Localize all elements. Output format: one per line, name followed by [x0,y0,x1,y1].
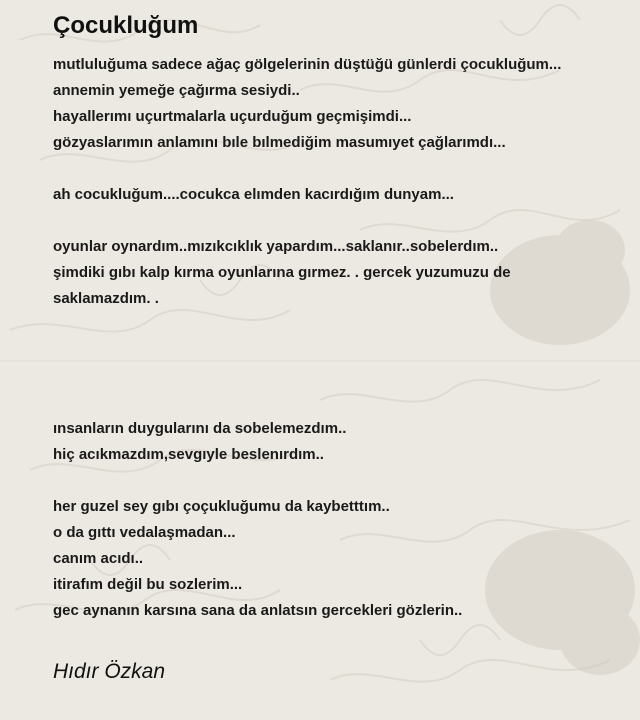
poem-line: ah cocukluğum....cocukca elımden kacırdığım dunyam... [53,186,454,203]
stanza-5 [53,494,613,624]
poem-line: mutluluğuma sadece ağaç gölgelerinin düştüğü günlerdi çocukluğum... [53,56,562,73]
poem-line: hayallerımı uçurtmalarla uçurduğum geçmişimdi... [53,108,412,125]
poem-author: Hıdır Özkan [53,660,166,683]
stanza-2 [53,182,613,208]
stanza-1 [53,52,613,156]
poem-body [53,52,613,650]
poem-line: canım acıdı.. [53,550,144,567]
poem-line: gözyaslarımın anlamını bıle bılmediğim masumıyet çağlarımdı... [53,134,506,151]
poem-line: annemin yemeğe çağırma sesiydi.. [53,82,300,99]
poem-line: ınsanların duygularını da sobelemezdım.. [53,420,347,437]
poem-line: saklamazdım. . [53,290,159,307]
poem-title: Çocukluğum [53,12,199,39]
stanza-4 [53,416,613,468]
poem-line: o da gıttı vedalaşmadan... [53,524,236,541]
poem-line: gec aynanın karsına sana da anlatsın gercekleri gözlerin.. [53,602,463,619]
stanza-3 [53,234,613,312]
poem-line: oyunlar oynardım..mızıkcıklık yapardım...saklanır..sobelerdım.. [53,238,499,255]
poem-line: her guzel sey gıbı çoçukluğumu da kaybetttım.. [53,498,390,515]
poem-line: hiç acıkmazdım,sevgıyle beslenırdım.. [53,446,324,463]
poem-line: şimdiki gıbı kalp kırma oyunlarına gırmez. . gercek yuzumuzu de [53,264,511,281]
poem-line: itirafım değil bu sozlerim... [53,576,243,593]
